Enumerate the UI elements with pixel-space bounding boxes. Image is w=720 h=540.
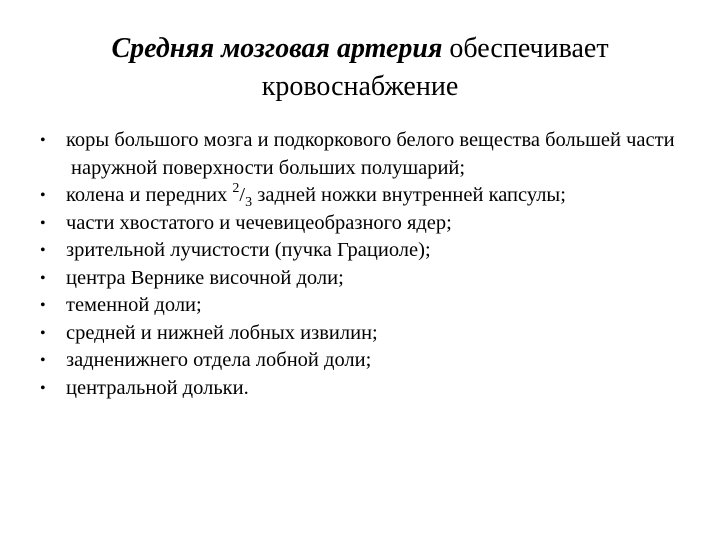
list-item	[40, 320, 700, 348]
list-item	[40, 182, 700, 210]
list-item	[40, 375, 700, 403]
list-item	[40, 292, 700, 320]
fraction-slash: /	[239, 184, 246, 206]
list-item	[40, 265, 700, 293]
bullet-marker: •	[40, 352, 46, 369]
list-item	[40, 127, 700, 182]
list-item-text-before: колена и передних	[66, 184, 233, 206]
list-item	[40, 237, 700, 265]
fraction-numerator: 2	[232, 181, 240, 196]
bullet-list	[40, 127, 700, 402]
list-item	[40, 347, 700, 375]
bullet-marker: •	[40, 214, 46, 232]
list-item-text: теменной доли;	[66, 294, 202, 316]
list-item-text-after: задней ножки внутренней капсулы;	[252, 184, 566, 206]
bullet-marker: •	[40, 269, 46, 287]
list-item	[40, 210, 700, 238]
title-emphasis: Средняя мозговая артерия	[111, 33, 443, 64]
fraction-denominator: 3	[245, 195, 253, 210]
list-item-text: центральной дольки.	[66, 376, 249, 399]
title-rest: обеспечивает	[442, 33, 609, 64]
bullet-marker: •	[40, 132, 46, 149]
title-line2: кровоснабжение	[261, 71, 459, 102]
list-item-text: части хвостатого и чечевицеобразного ядер;	[66, 211, 452, 234]
bullet-marker: •	[40, 324, 46, 342]
bullet-marker: •	[40, 379, 46, 397]
bullet-marker: •	[40, 187, 46, 204]
bullet-marker: •	[40, 242, 46, 259]
slide-title	[40, 30, 680, 106]
list-item-text: зрительной лучистости (пучка Грациоле);	[66, 239, 431, 261]
list-item-text: средней и нижней лобных извилин;	[66, 321, 378, 344]
bullet-marker: •	[40, 297, 46, 314]
list-item-text: задненижнего отдела лобной доли;	[66, 349, 372, 371]
list-item-text: коры большого мозга и подкоркового белого вещества большей части наружной поверхности больших полушарий;	[66, 129, 675, 179]
list-item-text: центра Вернике височной доли;	[66, 266, 344, 289]
